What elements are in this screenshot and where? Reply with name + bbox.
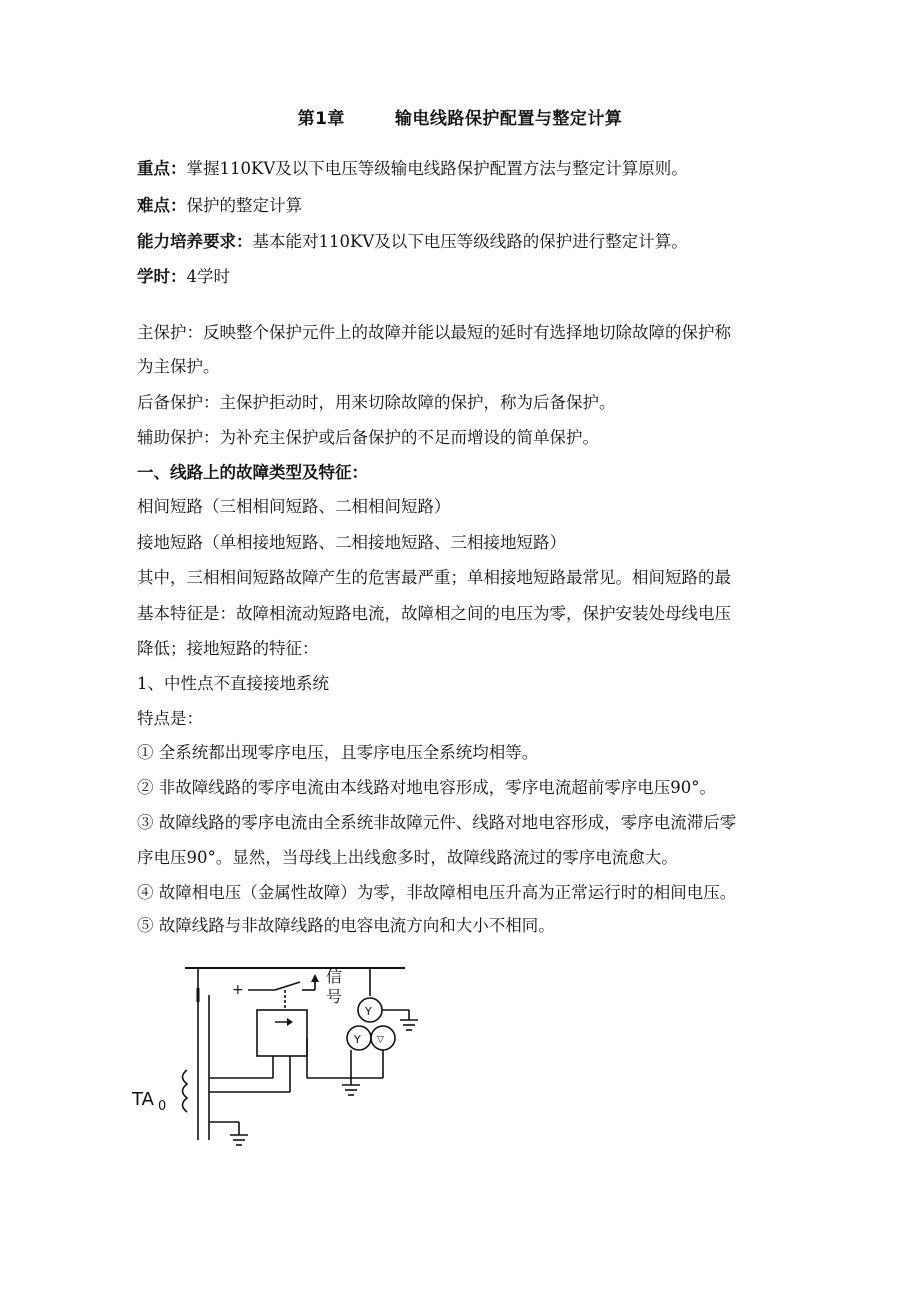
main-protection-line2: 为主保护。 <box>137 357 220 376</box>
phase-fault: 相间短路（三相相间短路、二相相间短路） <box>137 497 451 516</box>
backup-protection: 后备保护：主保护拒动时，用来切除故障的保护，称为后备保护。 <box>137 393 616 412</box>
ground-fault: 接地短路（单相接地短路、二相接地短路、三相接地短路） <box>137 533 566 552</box>
vt-delta: ▽ <box>377 1035 384 1045</box>
feature-item-3-line1: ③ 故障线路的零序电流由全系统非故障元件、线路对地电容形成，零序电流滞后零 <box>137 813 737 832</box>
meta-difficulty: 难点：保护的整定计算 <box>137 196 302 215</box>
meta-key-points: 重点：掌握110KV及以下电压等级输电线路保护配置方法与整定计算原则。 <box>137 159 688 178</box>
feature-item-1: ① 全系统都出现零序电压，且零序电压全系统均相等。 <box>137 743 539 762</box>
ct-label: TA <box>132 1089 154 1110</box>
meta-ability: 能力培养要求：基本能对110KV及以下电压等级线路的保护进行整定计算。 <box>137 232 688 251</box>
ct-subscript: 0 <box>158 1099 167 1114</box>
aux-protection: 辅助保护：为补充主保护或后备保护的不足而增设的简单保护。 <box>137 428 599 447</box>
chapter-number: 第1章 <box>297 109 345 129</box>
chapter-name: 输电线路保护配置与整定计算 <box>394 109 623 129</box>
chapter-title <box>0 104 920 129</box>
vt-y-upper: Y <box>365 1005 372 1018</box>
paragraph-line3: 降低；接地短路的特征： <box>137 639 319 658</box>
vt-y-lower: Y <box>354 1033 361 1046</box>
paragraph-line1: 其中，三相相间短路故障产生的危害最严重；单相接地短路最常见。相间短路的最 <box>137 568 731 587</box>
feature-item-5: ⑤ 故障线路与非故障线路的电容电流方向和大小不相同。 <box>137 916 555 935</box>
subsection-heading: 1、中性点不直接接地系统 <box>137 674 329 693</box>
feature-item-4: ④ 故障相电压（金属性故障）为零，非故障相电压升高为正常运行时的相间电压。 <box>137 883 737 902</box>
zero-sequence-circuit-diagram <box>130 960 430 1160</box>
signal-label-2: 号 <box>326 987 343 1006</box>
main-protection-line1: 主保护：反映整个保护元件上的故障并能以最短的延时有选择地切除故障的保护称 <box>137 323 731 342</box>
signal-label: 信 <box>326 967 343 986</box>
paragraph-line2: 基本特征是：故障相流动短路电流，故障相之间的电压为零，保护安装处母线电压 <box>137 604 731 623</box>
feature-item-3-line2: 序电压90°。显然，当母线上出线愈多时，故障线路流过的零序电流愈大。 <box>137 848 678 867</box>
plus-label: + <box>232 982 244 998</box>
features-label: 特点是： <box>137 709 203 728</box>
meta-hours: 学时：4学时 <box>137 267 230 286</box>
section-heading: 一、线路上的故障类型及特征： <box>137 463 368 482</box>
feature-item-2: ② 非故障线路的零序电流由本线路对地电容形成，零序电流超前零序电压90°。 <box>137 778 716 797</box>
